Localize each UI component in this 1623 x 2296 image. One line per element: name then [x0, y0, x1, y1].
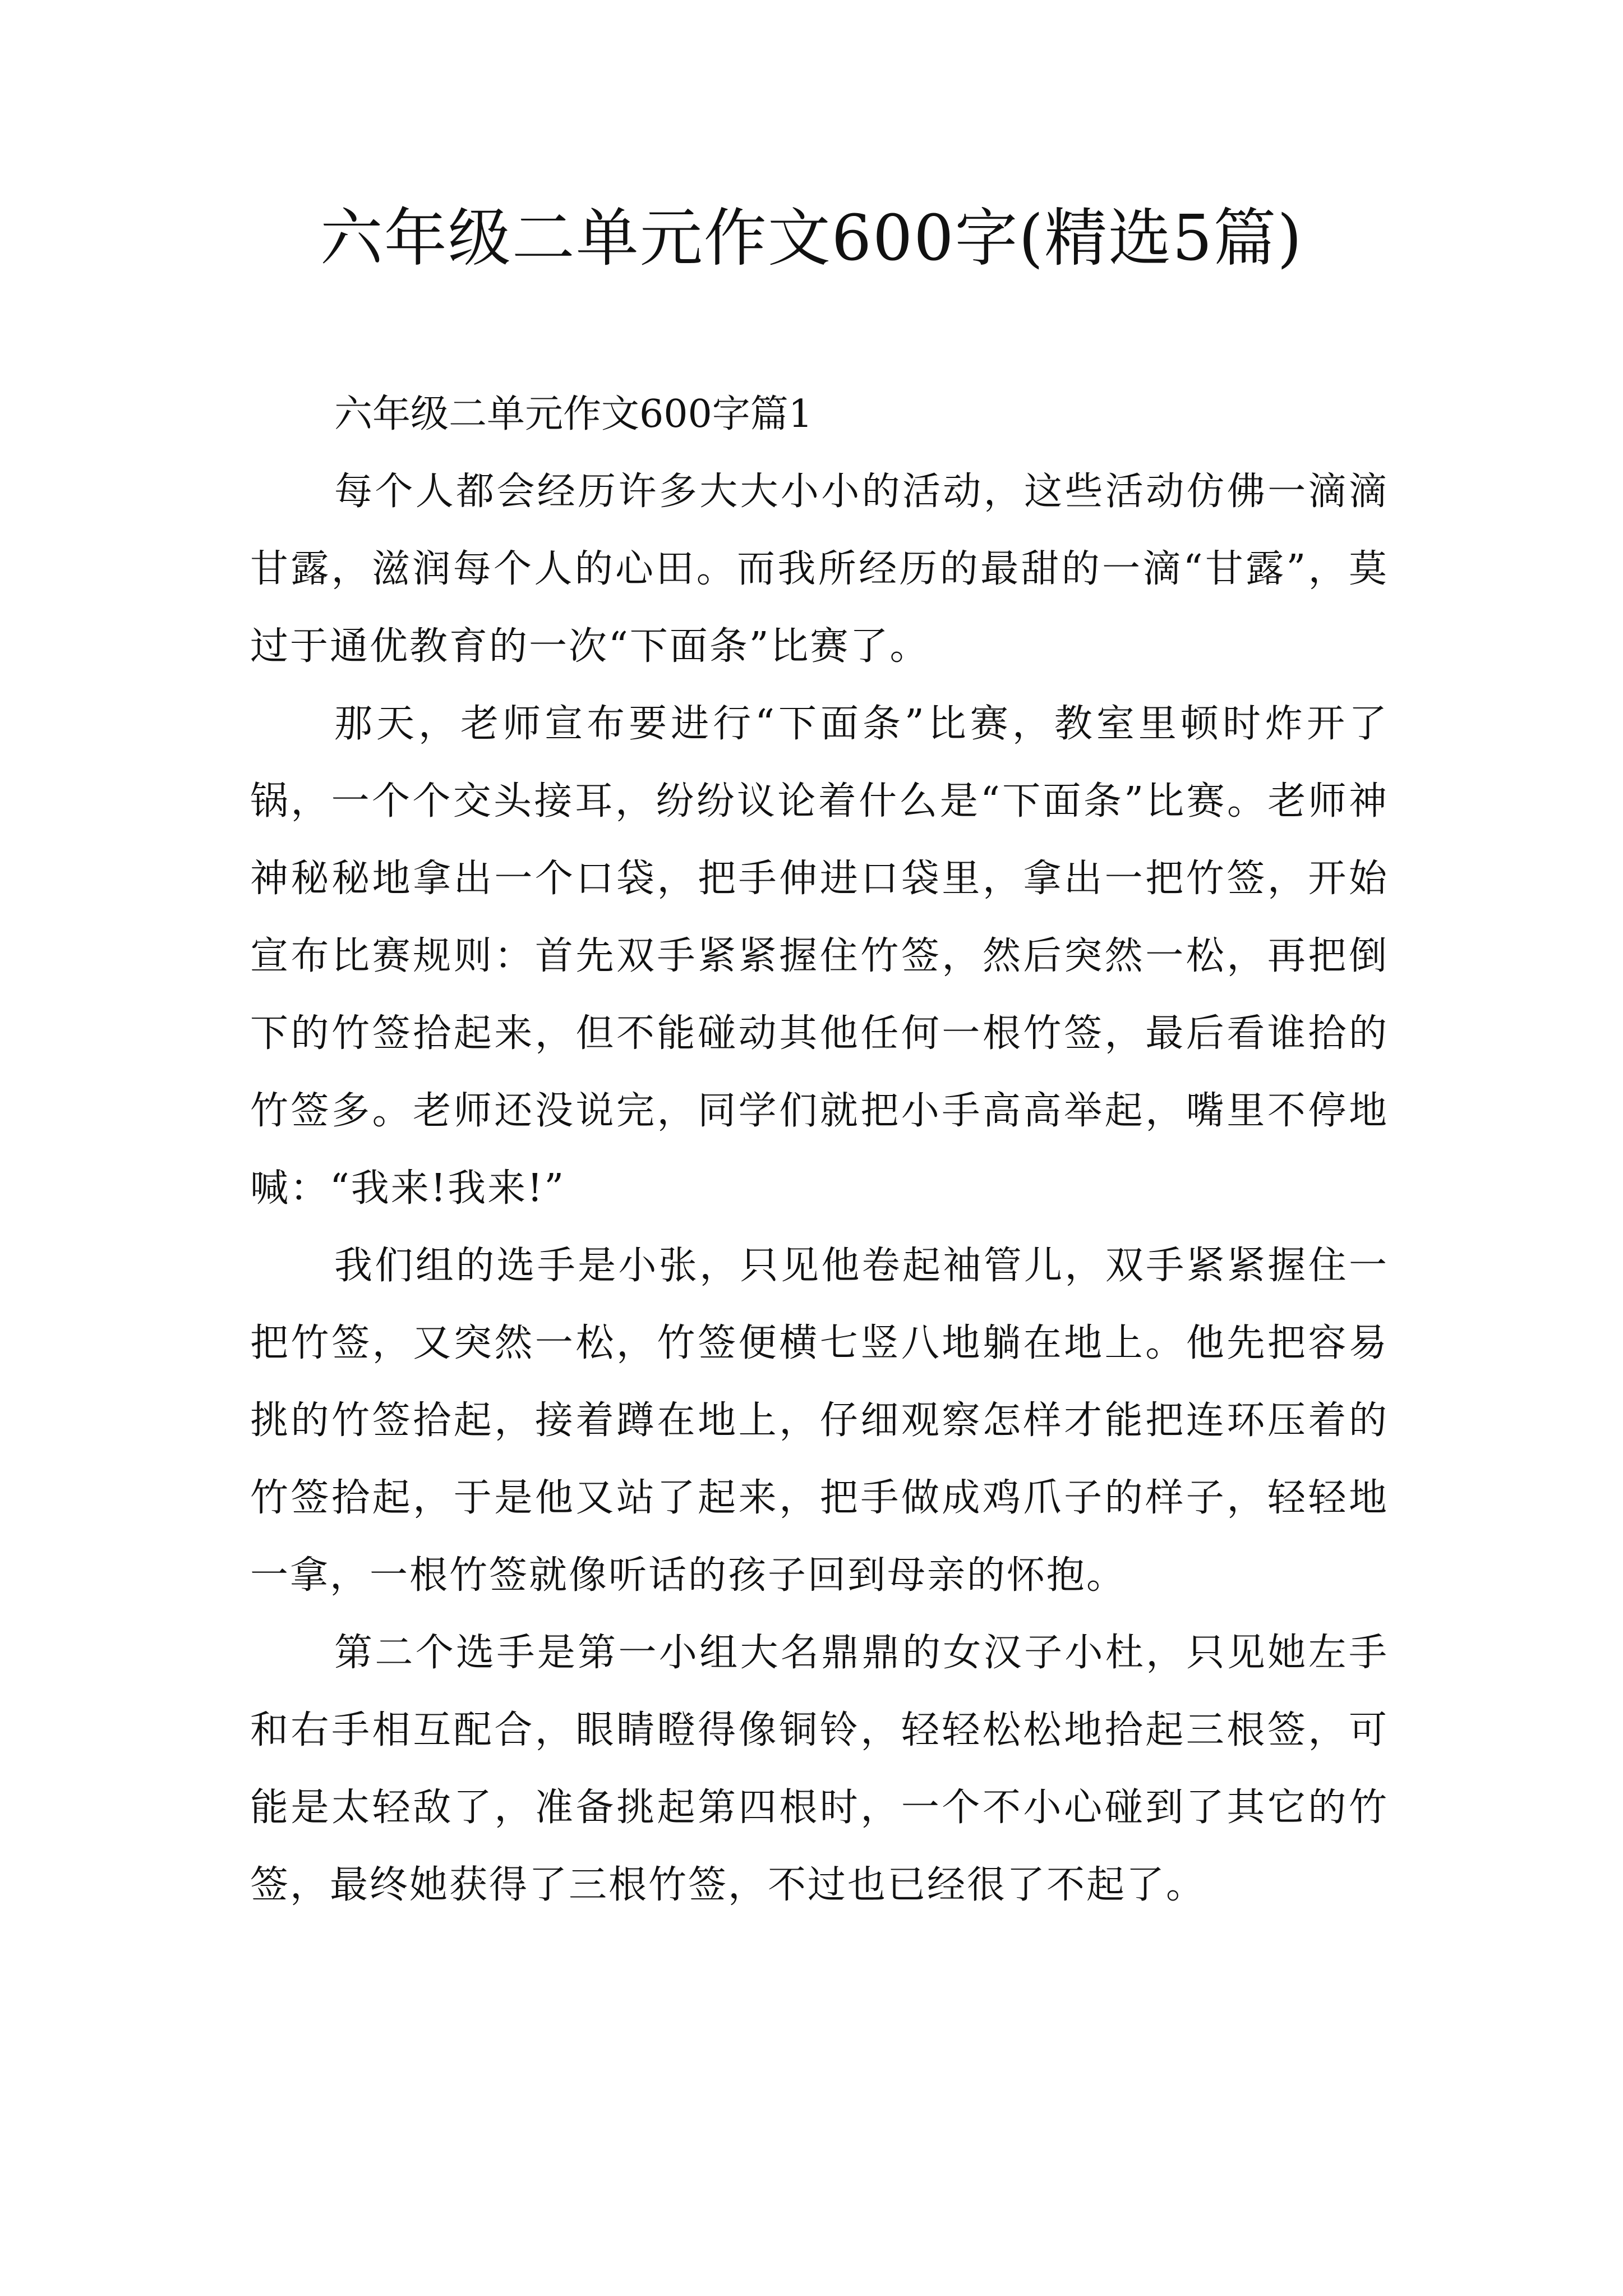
paragraph: 我们组的选手是小张，只见他卷起袖管儿，双手紧紧握住一把竹签，又突然一松，竹签便横七竖八地躺在地上。他先把容易挑的竹签拾起，接着蹲在地上，仔细观察怎样才能把连环压着的竹签拾起，于是他又站了起来，把手做成鸡爪子的样子，轻轻地一拿，一根竹签就像听话的孩子回到母亲的怀抱。	[250, 1244, 1389, 1598]
paragraph: 每个人都会经历许多大大小小的活动，这些活动仿佛一滴滴甘露，滋润每个人的心田。而我所经历的最甜的一滴“甘露”，莫过于通优教育的一次“下面条”比赛了。	[250, 470, 1389, 669]
section-heading: 六年级二单元作文600字篇1	[334, 392, 813, 436]
document-body	[250, 376, 1389, 1924]
paragraph: 第二个选手是第一小组大名鼎鼎的女汉子小杜，只见她左手和右手相互配合，眼睛瞪得像铜铃，轻轻松松地拾起三根签，可能是太轻敌了，准备挑起第四根时，一个不小心碰到了其它的竹签，最终她获得了三根竹签，不过也已经很了不起了。	[250, 1631, 1389, 1907]
document-title: 六年级二单元作文600字(精选5篇)	[320, 202, 1303, 275]
paragraph: 那天，老师宣布要进行“下面条”比赛，教室里顿时炸开了锅，一个个交头接耳，纷纷议论着什么是“下面条”比赛。老师神神秘秘地拿出一个口袋，把手伸进口袋里，拿出一把竹签，开始宣布比赛规则：首先双手紧紧握住竹签，然后突然一松，再把倒下的竹签拾起来，但不能碰动其他任何一根竹签，最后看谁拾的竹签多。老师还没说完，同学们就把小手高高举起，嘴里不停地喊：“我来!我来!”	[250, 702, 1389, 1211]
